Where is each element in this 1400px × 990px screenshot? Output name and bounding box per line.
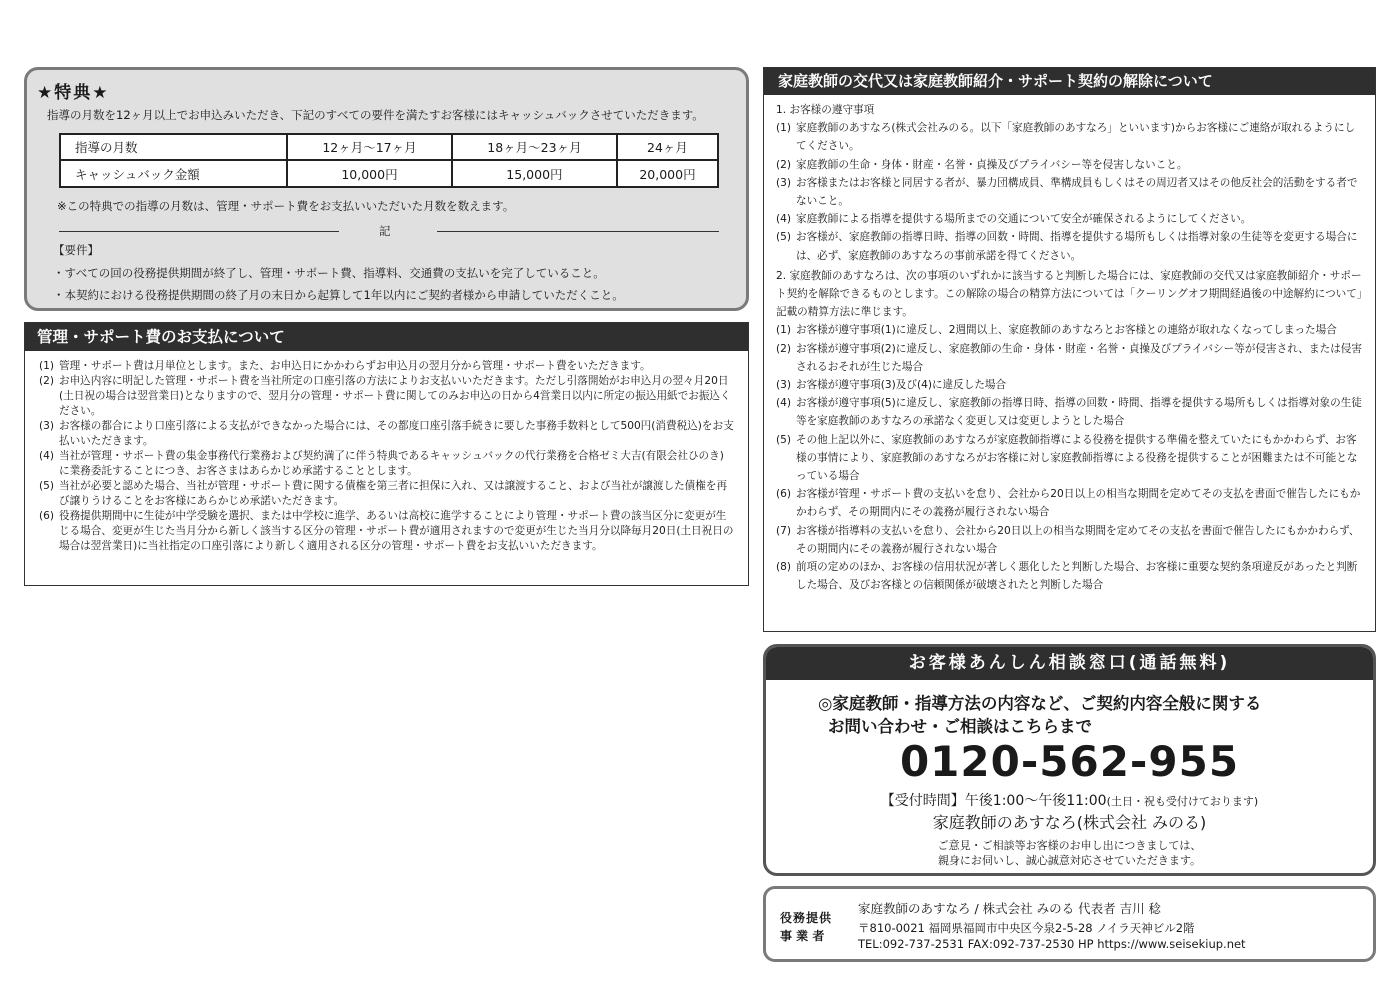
table-row (60, 134, 718, 160)
sec1-title: 1. お客様の遵守事項 (776, 104, 875, 116)
provider-address: 〒810-0021 福岡県福岡市中央区今泉2-5-28 ノイラ天神ビル2階 (858, 921, 1195, 935)
koutai-header (764, 68, 1375, 95)
list-item: (4) 当社が管理・サポート費の集金事務代行業務および契約満了に伴う特典であるキャッシュバックの代行業務を合格ゼミ大吉(有限会社ひのき)に業務委託することにつき、お客さまはあらかじめ承諾することとします。 (39, 450, 724, 477)
list-item: (3) お客様またはお客様と同居する者が、暴力団構成員、準構成員もしくはその周辺者又はその他反社会的活動をする者でないこと。 (776, 176, 1358, 208)
hours-label: 【受付時間】 (880, 793, 965, 809)
list-item: (2) お申込内容に明記した管理・サポート費を当社所定の口座引落の方法によりお支払いいただきます。ただし引落開始がお申込月の翌々月20日(土日祝の場合は翌営業日)となりますので、翌月分の管理・サポート費に関してのみお申込の日から4営業日以内に所定の振込用紙でお振込ください。 (39, 375, 731, 417)
provider-line: 家庭教師のあすなろ / 株式会社 みのる 代表者 吉川 稔 (858, 901, 1162, 916)
tokuten-note: ※この特典での指導の月数は、管理・サポート費をお支払いいただいた月数を数えます。 (57, 199, 515, 213)
table-cell: 15,000円 (452, 160, 617, 187)
list-item: (1) お客様が遵守事項(1)に違反し、2週間以上、家庭教師のあすなろとお客様との連絡が取れなくなってしまった場合 (776, 324, 1337, 337)
tokuten-title: ★特典★ (37, 83, 110, 103)
hours-value: 午後1:00〜午後11:00 (964, 793, 1107, 809)
list-item: (1) 家庭教師のあすなろ(株式会社みのる。以下「家庭教師のあすなろ」といいます)からお客様にご連絡が取れるようにしてください。 (776, 122, 1356, 153)
kanri-header (25, 323, 748, 351)
provider-label-2: 事 業 者 (780, 929, 825, 943)
tokuten-section (24, 67, 749, 311)
list-item: (6) 役務提供期間中に生徒が中学受験を選択、または中学校に進学、あるいは高校に進学することにより管理・サポート費の該当区分に変更が生じる場合、変更が生じた当月分から新しく該当する区分の管理・サポート費が適用されますので変更が生じた当月分以降毎月20日(土日祝日の場合は翌営業日)に当社指定の口座引落により新しく適用される区分の管理・サポート費をお支払いいただきます。 (39, 510, 734, 552)
table-cell: 20,000円 (617, 160, 718, 187)
list-item: (4) お客様が遵守事項(5)に違反し、家庭教師の指導日時、指導の回数・時間、指導を提供する場所もしくは指導対象の生徒等を家庭教師のあすなろの承諾なく変更し又は変更しようとした場合 (776, 397, 1362, 428)
hours-note: (土日・祝も受付けております) (1106, 795, 1259, 808)
table-cell: キャッシュバック金額 (60, 160, 287, 187)
list-item: (2) お客様が遵守事項(2)に違反し、家庭教師の生命・身体・財産・名誉・貞操及びプライバシー等が侵害され、または侵害されるおそれが生じた場合 (776, 342, 1362, 373)
consultation-title: お客様あんしん相談窓口(通話無料) (908, 653, 1231, 673)
sec2-list (776, 321, 1363, 594)
cashback-table (59, 133, 719, 188)
table-header-cell: 18ヶ月〜23ヶ月 (452, 134, 617, 160)
koutai-title: 家庭教師の交代又は家庭教師紹介・サポート契約の解除について (778, 72, 1213, 90)
provider-label: 役務提供 (780, 911, 833, 925)
table-row (60, 160, 718, 187)
tokuten-intro: 指導の月数を12ヶ月以上でお申込みいただき、下記のすべての要件を満たすお客様にはキャッシュバックさせていただきます。 (47, 108, 704, 122)
requirement-item: ・本契約における役務提供期間の終了月の末日から起算して1年以内にご契約者様から申請していただくこと。 (53, 288, 624, 302)
table-header-cell: 24ヶ月 (617, 134, 718, 160)
consultation-note-2: 親身にお伺いし、誠心誠意対応させていただきます。 (937, 854, 1202, 867)
consultation-header (766, 647, 1373, 680)
consultation-note: ご意見・ご相談等お客様のお申し出につきましては、 (937, 839, 1202, 852)
list-item: (8) 前項の定めのほか、お客様の信用状況が著しく悪化したと判断した場合、お客様に重要な契約条項違反があったと判断した場合、及びお客様との信頼関係が破壊されたと判断した場合 (776, 561, 1358, 592)
list-item: (2) 家庭教師の生命・身体・財産・名誉・貞操及びプライバシー等を侵害しないこと。 (776, 158, 1188, 171)
provider-contact[interactable]: TEL:092-737-2531 FAX:092-737-2530 HP https://www.seisekiup.net (858, 937, 1246, 951)
ki-label: 記 (379, 224, 391, 238)
list-item: (6) お客様が管理・サポート費の支払いを怠り、会社から20日以上の相当な期間を定めてその支払を書面で催告したにもかかわらず、その期間内にその義務が履行されない場合 (776, 488, 1361, 519)
kanri-title: 管理・サポート費のお支払について (37, 328, 285, 346)
divider (59, 231, 339, 232)
list-item: (5) お客様が、家庭教師の指導日時、指導の回数・時間、指導を提供する場所もしくは指導対象の生徒等を変更する場合には、必ず、家庭教師のあすなろの事前承諾を得てください。 (776, 231, 1358, 262)
phone-number[interactable]: 0120-562-955 (899, 737, 1240, 786)
sec2-title: 2. 家庭教師のあすなろは、次の事項のいずれかに該当すると判断した場合には、家庭教師の交代又は家庭教師紹介・サポート契約を解除できるものとします。この解除の場合の精算方法については「クーリングオフ期間経過後の中途解約について」記載の精算方法に準じます。 (776, 269, 1363, 319)
consultation-lead-2: お問い合わせ・ご相談はこちらまで (828, 717, 1092, 736)
company-name: 家庭教師のあすなろ(株式会社 みのる) (932, 813, 1207, 832)
hours-line (766, 790, 1373, 810)
kanri-list (25, 351, 748, 554)
requirement-item: ・すべての回の役務提供期間が終了し、管理・サポート費、指導料、交通費の支払いを完了していること。 (53, 266, 605, 280)
list-item: (5) その他上記以外に、家庭教師のあすなろが家庭教師指導による役務を提供する準備を整えていたにもかかわらず、お客様の事情により、家庭教師のあすなろがお客様に対し家庭教師指導による役務を提供することが困難または不可能となっている場合 (776, 433, 1358, 483)
koutai-section (763, 67, 1376, 632)
list-item: (3) お客様が遵守事項(3)及び(4)に違反した場合 (776, 379, 1007, 392)
consultation-lead: ◎家庭教師・指導方法の内容など、ご契約内容全般に関する (818, 694, 1262, 713)
kanri-section (24, 322, 749, 586)
list-item: (3) お客様の都合により口座引落による支払ができなかった場合には、その都度口座引落手続きに要した事務手数料として500円(消費税込)をお支払いいただきます。 (39, 420, 734, 447)
sec1-list (776, 119, 1363, 265)
consultation-section (763, 644, 1376, 876)
requirements-title: 【要件】 (53, 243, 99, 257)
list-item: (4) 家庭教師による指導を提供する場所までの交通について安全が確保されるようにしてください。 (776, 213, 1252, 226)
list-item: (7) お客様が指導料の支払いを怠り、会社から20日以上の相当な期間を定めてその支払を書面で催告したにもかかわらず、その期間内にその義務が履行されない場合 (776, 524, 1360, 555)
table-header-cell: 指導の月数 (60, 134, 287, 160)
list-item: (5) 当社が必要と認めた場合、当社が管理・サポート費に関する債権を第三者に担保に入れ、又は譲渡すること、および当社が譲渡した債権を再び譲りうけることをお客様にあらかじめ承諾いただきます。 (39, 480, 728, 507)
provider-section (763, 886, 1376, 962)
table-cell: 10,000円 (287, 160, 452, 187)
divider (437, 231, 719, 232)
list-item: (1) 管理・サポート費は月単位とします。また、お申込日にかかわらずお申込月の翌月分から管理・サポート費をいただきます。 (39, 360, 651, 372)
table-header-cell: 12ヶ月〜17ヶ月 (287, 134, 452, 160)
